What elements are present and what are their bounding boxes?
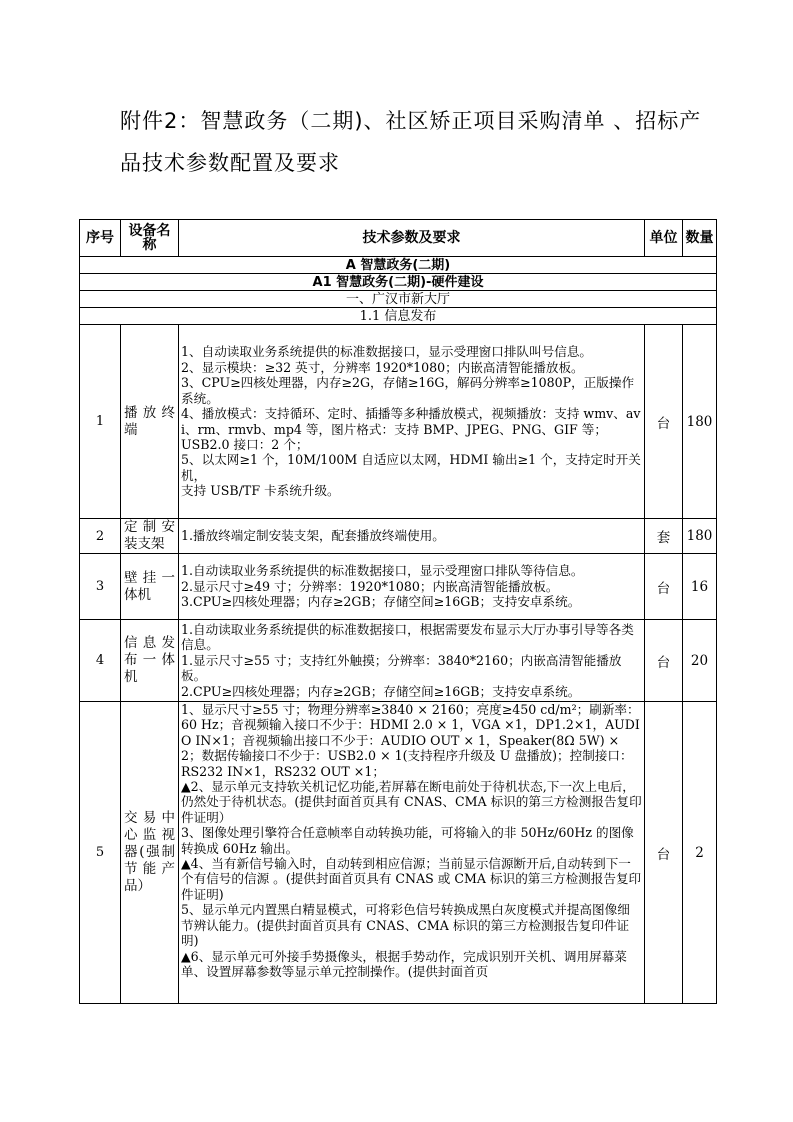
row-qty: 2 [683,702,717,1004]
table-row [80,325,717,519]
spec-line: 2.CPU≥四核处理器；内存≥2GB；存储空间≥16GB；支持安卓系统。 [181,683,581,699]
table-row [80,519,717,554]
section-hall: 一、广汉市新大厅 [80,291,717,308]
spec-line: ▲4、当有新信号输入时，自动转到相应信源；当前显示信源断开后,自动转到下一个有信号的信源 。(提供封面首页具有 CNAS 或 CMA 标识的第三方检测报告复印件证明) [181,856,642,902]
spec-line: 3、CPU≥四核处理器，内存≥2G，存储≥16G，解码分辨率≥1080P，正版操作系统。 [181,375,635,406]
row-no: 5 [80,702,121,1004]
spec-line: 3、图像处理引擎符合任意帧率自动转换功能，可将输入的非 50Hz/60Hz 的图像转换成 60Hz 输出。 [181,825,634,856]
table-row [80,554,717,620]
row-unit: 台 [645,325,683,519]
row-name: 播放终端 [121,325,179,519]
spec-line: USB2.0 接口：2 个； [181,436,309,452]
row-spec [179,325,645,519]
header-unit: 单位 [645,220,683,257]
spec-line: 2.显示尺寸≥49 寸；分辨率：1920*1080；内嵌高清智能播放板。 [181,578,559,594]
row-no: 2 [80,519,121,554]
table-row [80,702,717,1004]
row-no: 1 [80,325,121,519]
spec-line: 2、显示模块：≥32 英寸，分辨率 1920*1080；内嵌高清智能播放板。 [181,359,584,375]
spec-line: 1、显示尺寸≥55 寸；物理分辨率≥3840 × 2160；亮度≥450 cd/m²；刷新率：60 Hz；音视频输入接口不少于：HDMI 2.0 × 1，VGA ×1，DP1.2×1，AUDIO IN×1；音视频输出接口不少于：AUDIO OUT × 1，Speaker(8Ω 5W) × 2；数据传输接口不少于：USB2.0 × 1(支持程序升级及 U 盘播放)；控制接口：RS232 IN×1，RS232 OUT ×1； [181,702,640,779]
spec-line: ▲2、显示单元支持软关机记忆功能,若屏幕在断电前处于待机状态,下一次上电后，仍然处于待机状态。(提供封面首页具有 CNAS、CMA 标识的第三方检测报告复印件证明） [181,779,642,825]
spec-line: 3.CPU≥四核处理器；内存≥2GB；存储空间≥16GB；支持安卓系统。 [181,594,581,610]
spec-line: 1.显示尺寸≥55 寸；支持红外触摸；分辨率：3840*2160；内嵌高清智能播放板。 [181,652,622,684]
row-no: 4 [80,620,121,702]
section-a1: A1 智慧政务(二期)-硬件建设 [80,274,717,291]
row-qty: 180 [683,519,717,554]
spec-line: 5、以太网≥1 个，10M/100M 自适应以太网，HDMI 输出≥1 个，支持定时开关机， [181,452,641,483]
row-name: 定制安装支架 [121,519,179,554]
section-a: A 智慧政务(二期) [80,257,717,274]
table-row [80,620,717,702]
spec-line: 4、播放模式：支持循环、定时、插播等多种播放模式，视频播放：支持 wmv、avi、rm、rmvb、mp4 等，图片格式：支持 BMP、JPEG、PNG、GIF 等； [181,406,641,437]
header-spec: 技术参数及要求 [179,220,645,257]
spec-line: ▲6、显示单元可外接手势摄像头，根据手势动作，完成识别开关机、调用屏幕菜单、设置屏幕参数等显示单元控制操作。(提供封面首页 [181,948,627,979]
spec-line: 1.自动读取业务系统提供的标准数据接口，根据需要发布显示大厅办事引导等各类信息。 [181,621,634,653]
row-spec [179,554,645,620]
header-name: 设备名称 [121,220,179,257]
spec-line: 1、自动读取业务系统提供的标准数据接口，显示受理窗口排队叫号信息。 [181,344,593,360]
page-title: 附件2：智慧政务（二期)、社区矫正项目采购清单 、招标产品技术参数配置及要求 [120,109,702,175]
row-qty: 16 [683,554,717,620]
spec-line: 5、显示单元内置黑白精显模式，可将彩色信号转换成黑白灰度模式并提高图像细节辨认能力。(提供封面首页具有 CNAS、CMA 标识的第三方检测报告复印件证明) [181,902,630,949]
row-name: 交易中心监视器(强制节能产品） [121,702,179,1004]
row-unit: 台 [645,620,683,702]
row-unit: 台 [645,554,683,620]
row-qty: 20 [683,620,717,702]
row-name: 信息发布一体机 [121,620,179,702]
row-no: 3 [80,554,121,620]
spec-line: 1.播放终端定制安装支架，配套播放终端使用。 [181,528,445,544]
section-info: 1.1 信息发布 [80,308,717,325]
row-qty: 180 [683,325,717,519]
row-unit: 套 [645,519,683,554]
row-spec [179,519,645,554]
header-qty: 数量 [683,220,717,257]
spec-line: 1.自动读取业务系统提供的标准数据接口，显示受理窗口排队等待信息。 [181,563,584,579]
row-spec [179,620,645,702]
spec-line: 支持 USB/TF 卡系统升级。 [181,483,340,499]
row-name: 壁挂一体机 [121,554,179,620]
row-unit: 台 [645,702,683,1004]
row-spec [179,702,645,1004]
header-no: 序号 [80,220,121,257]
procurement-table [79,219,717,1004]
table-header-row [80,220,717,257]
